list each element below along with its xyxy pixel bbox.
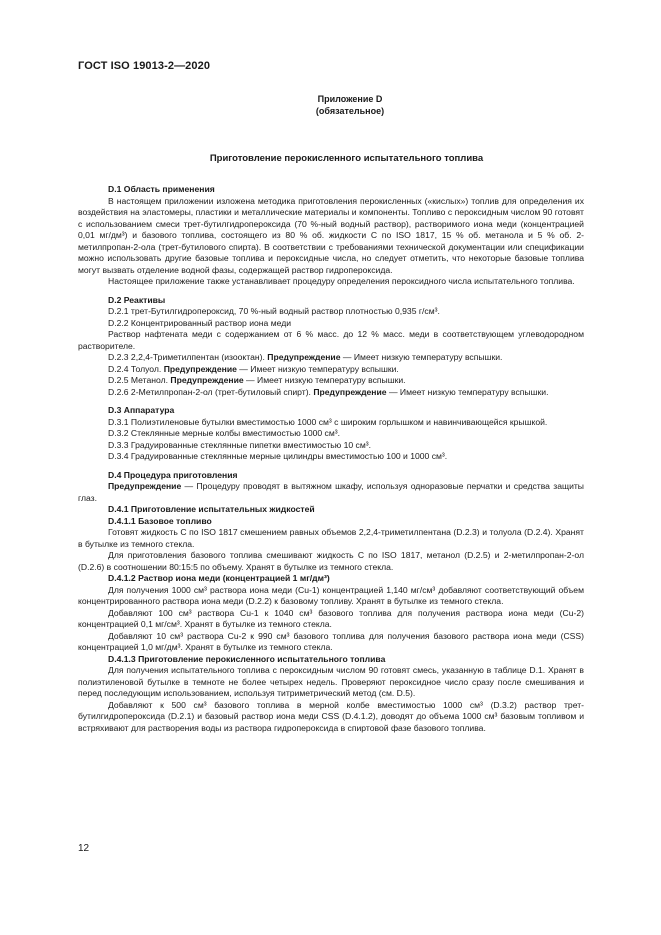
item-d3-1: D.3.1 Полиэтиленовые бутылки вместимостью 1000 см³ с широким горлышком и навинчивающейся крышкой. [108, 416, 548, 427]
item-d2-4-note: — Имеет низкую температуру вспышки. [236, 363, 399, 374]
item-d2-6 [78, 387, 584, 399]
item-d2-5-note: — Имеет низкую температуру вспышки. [243, 375, 406, 385]
paragraph-d4-1-2-b: Добавляют 100 см³ раствора Cu-1 к 1040 см³ базового топлива для получения раствора иона меди (Cu-2) концентрацией 0,1 мг/см³. Хранят в бутылке из темного стекла. [78, 607, 584, 629]
document-header: ГОСТ ISO 19013-2—2020 [78, 60, 211, 72]
item-d2-5-label: D.2.5 Метанол. [108, 375, 171, 385]
appendix-title: Приложение D [317, 94, 383, 104]
paragraph-d4-1-1-b: Для приготовления базового топлива смешивают жидкость С по ISO 1817, метанол (D.2.5) и 2-метилпропан-2-ол (D.2.6) в соотношении 80:15:5 по объему. Хранят в бутылке из темного стекла. [78, 550, 584, 572]
section-heading-d1: D.1 Область применения [108, 184, 215, 194]
item-d2-6-note: — Имеет низкую температуру вспышки. [386, 386, 549, 397]
item-d2-2: D.2.2 Концентрированный раствор иона меди [108, 317, 292, 328]
section-heading-d2: D.2 Реактивы [108, 294, 166, 305]
warning-label: Предупреждение [267, 352, 341, 362]
warning-label: Предупреждение [163, 363, 237, 374]
item-d2-3 [78, 352, 584, 364]
item-d3-3: D.3.3 Градуированные стеклянные пипетки вместимостью 10 см³. [108, 439, 371, 450]
paragraph-d4-1-3-a: Для получения испытательного топлива с пероксидным числом 90 готовят смесь, указанную в таблице D.1. Хранят в полиэтиленовой бутылке в темноте не более четырех недель. Проверяют пероксидное число сразу после смешивания и перед последующим использованием, используя титриметрический метод (см. D.5). [78, 665, 584, 698]
section-heading-d3: D.3 Аппаратура [108, 405, 175, 415]
item-d2-4-label: D.2.4 Толуол. [108, 363, 164, 374]
subsection-heading-d4-1-1: D.4.1.1 Базовое топливо [108, 515, 212, 526]
appendix-subtitle: (обязательное) [315, 106, 385, 116]
paragraph-d4-1-2-a: Для получения 1000 см³ раствора иона меди (Cu-1) концентрацией 1,140 мг/см³ добавляют соответствующий объем концентрированного раствора иона меди (D.2.2) к базовому топливу. Хранят в бутылке из темного стекла. [78, 584, 584, 606]
item-d2-2-text: Раствор нафтената меди с содержанием от 6 % масс. до 12 % масс. меди в соответствующем углеводородном растворителе. [78, 329, 584, 351]
subsection-heading-d4-1-3: D.4.1.3 Приготовление перокисленного испытательного топлива [108, 653, 386, 664]
paragraph-d1-intro: В настоящем приложении изложена методика приготовления перокисленных («кислых») топлив для определения их воздействия на эластомеры, пластики и металлические материалы и компоненты. Топливо с пероксидным числом 90 готовят с использованием смеси трет-бутилгидропероксида (70 %-ный водный раствор), растворимого иона меди (концентрацией 0,01 мг/дм³) и базового топлива, состоящего из 80 % об. жидкости С по ISO 1817, 15 % об. метанола и 5 % об. 2-метилпропан-2-ола (трет-бутилового спирта). В соответствии с требованиями технической документации или спецификации можно использовать другие базовые топлива и пероксидные числа, но следует отметить, что некоторые базовые топлива могут вызвать отделение водной фазы, содержащей раствор гидропероксида. [78, 195, 584, 275]
warning-label: Предупреждение [170, 375, 244, 385]
page-number: 12 [78, 843, 90, 854]
section-heading-d4: D.4 Процедура приготовления [108, 469, 238, 480]
document-body [78, 184, 584, 734]
item-d2-3-note: — Имеет низкую температуру вспышки. [340, 352, 503, 362]
paragraph-d4-1-3-b: Добавляют к 500 см³ базового топлива в мерной колбе вместимостью 1000 см³ (D.3.2) раствор трет-бутилгидропероксида (D.2.1) и базовый раствор иона меди CSS (D.4.1.2), доводят до объема 1000 см³ базовым топливом и встряхивают для растворения воды из раствора гидропероксида в спиртовой фазе базового топлива. [78, 699, 584, 733]
warning-label: Предупреждение [313, 386, 387, 397]
warning-label: Предупреждение [108, 481, 182, 491]
item-d3-4: D.3.4 Градуированные стеклянные мерные цилиндры вместимостью 100 и 1000 см³. [108, 451, 448, 461]
paragraph-d4-1-1-a: Готовят жидкость С по ISO 1817 смешением равных объемов 2,2,4-триметилпентана (D.2.3) и толуола (D.2.4). Хранят в бутылке из темного стекла. [78, 527, 584, 549]
item-d2-4 [78, 364, 584, 376]
item-d3-2: D.3.2 Стеклянные мерные колбы вместимостью 1000 см³. [108, 428, 340, 438]
subsection-heading-d4-1: D.4.1 Приготовление испытательных жидкостей [108, 504, 315, 514]
item-d2-6-label: D.2.6 2-Метилпропан-2-ол (трет-бутиловый спирт). [108, 386, 314, 397]
document-title: Приготовление перокисленного испытательного топлива [209, 153, 484, 164]
item-d2-1: D.2.1 трет-Бутилгидропероксид, 70 %-ный водный раствор плотностью 0,935 г/см³. [108, 306, 440, 316]
subsection-heading-d4-1-2: D.4.1.2 Раствор иона меди (концентрацией 1 мг/дм³) [108, 573, 330, 583]
item-d2-3-label: D.2.3 2,2,4-Триметилпентан (изооктан). [108, 352, 268, 362]
warning-text: — Процедуру проводят в вытяжном шкафу, используя одноразовые перчатки и средства защиты глаз. [78, 481, 584, 503]
item-d2-5 [78, 375, 584, 387]
paragraph-d4-1-2-c: Добавляют 10 см³ раствора Cu-2 к 990 см³ базового топлива для получения базового раствора иона меди (CSS) концентрацией 1,0 мг/дм³. Хранят в бутылке из темного стекла. [78, 630, 584, 652]
paragraph-d1-scope: Настоящее приложение также устанавливает процедуру определения пероксидного числа испытательного топлива. [108, 276, 575, 286]
warning-paragraph [78, 481, 584, 504]
